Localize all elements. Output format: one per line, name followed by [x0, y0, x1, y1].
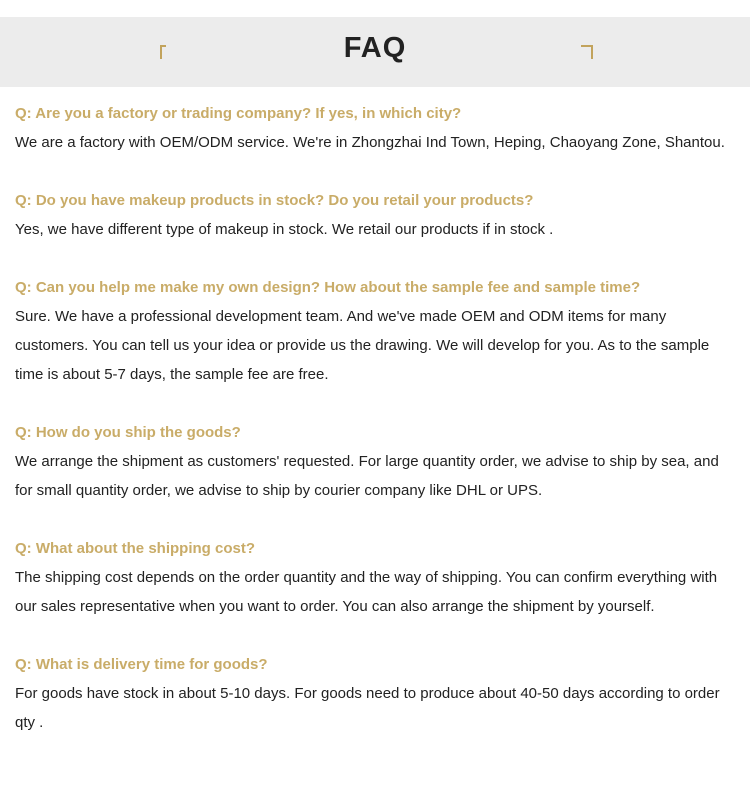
faq-item	[15, 99, 735, 157]
faq-answer: We arrange the shipment as customers' requested. For large quantity order, we advise to ship by sea, and for small quantity order, we advise to ship by courier company like DHL or UPS.	[15, 453, 719, 499]
faq-question: Q: What about the shipping cost?	[15, 540, 255, 557]
faq-question: Q: Are you a factory or trading company? If yes, in which city?	[15, 105, 462, 122]
faq-answer: Yes, we have different type of makeup in stock. We retail our products if in stock .	[15, 221, 554, 238]
faq-answer: For goods have stock in about 5-10 days. For goods need to produce about 40-50 days according to order qty .	[15, 685, 720, 731]
faq-answer: Sure. We have a professional development team. And we've made OEM and ODM items for many customers. You can tell us your idea or provide us the drawing. We will develop for you. As to the sample time is about 5-7 days, the sample fee are free.	[15, 308, 710, 383]
faq-question: Q: What is delivery time for goods?	[15, 656, 268, 673]
faq-item	[15, 650, 735, 737]
faq-answer: We are a factory with OEM/ODM service. We're in Zhongzhai Ind Town, Heping, Chaoyang Zone, Shantou.	[15, 134, 725, 151]
faq-item	[15, 273, 735, 389]
faq-answer: The shipping cost depends on the order quantity and the way of shipping. You can confirm everything with our sales representative when you want to order. You can also arrange the shipment by yourself.	[15, 569, 718, 615]
faq-question: Q: How do you ship the goods?	[15, 424, 241, 441]
faq-item	[15, 186, 735, 244]
page-title: FAQ	[343, 32, 407, 64]
faq-item	[15, 418, 735, 505]
faq-question: Q: Do you have makeup products in stock? Do you retail your products?	[15, 192, 534, 209]
faq-list	[15, 99, 735, 766]
faq-question: Q: Can you help me make my own design? How about the sample fee and sample time?	[15, 279, 641, 296]
faq-item	[15, 534, 735, 621]
